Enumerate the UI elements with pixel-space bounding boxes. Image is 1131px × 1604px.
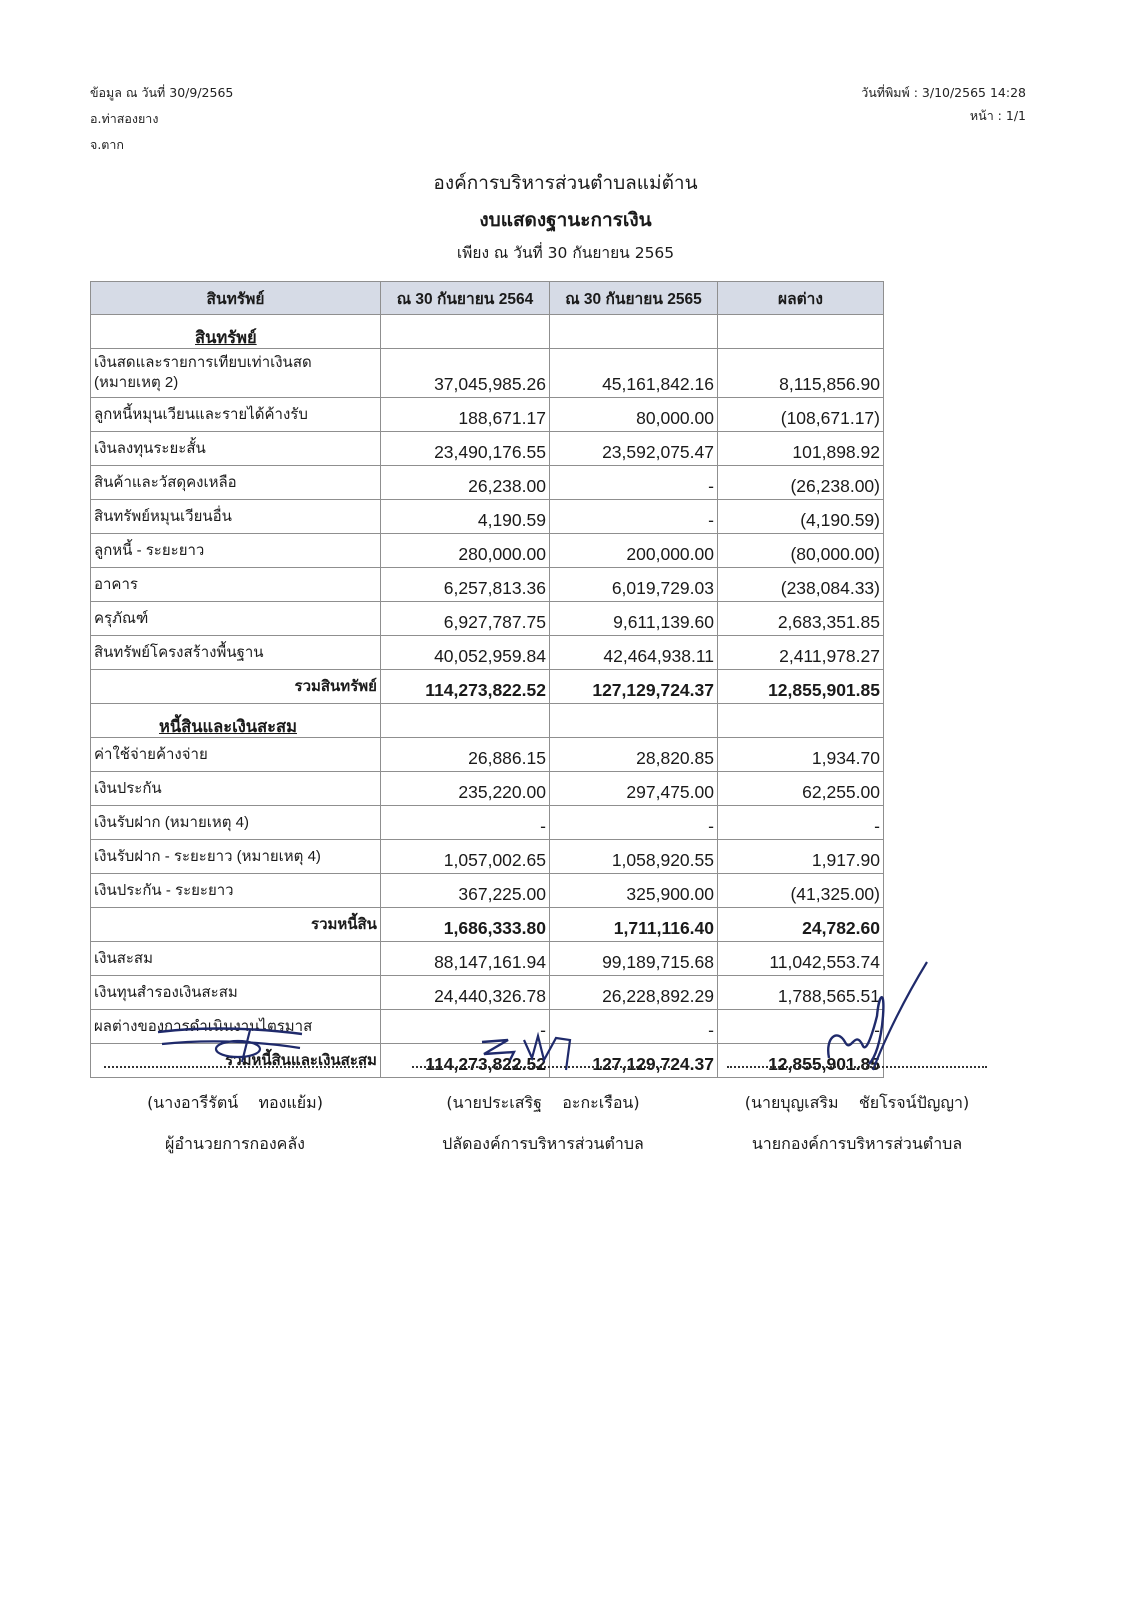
value-2564: - [380, 1010, 549, 1044]
value-diff: 1,788,565.51 [718, 976, 884, 1010]
row-label: สินทรัพย์หมุนเวียนอื่น [91, 500, 381, 534]
row-label: ลูกหนี้หมุนเวียนและรายได้ค้างรับ [91, 398, 381, 432]
row-label: เงินสะสม [91, 942, 381, 976]
total-2564: 114,273,822.52 [380, 670, 549, 704]
total-assets-row [91, 670, 884, 704]
value-diff: (26,238.00) [718, 466, 884, 500]
assets-heading: สินทรัพย์ [91, 315, 381, 349]
row-label: สินทรัพย์โครงสร้างพื้นฐาน [91, 636, 381, 670]
value-diff: (238,084.33) [718, 568, 884, 602]
as-of-date: เพียง ณ วันที่ 30 กันยายน 2565 [456, 244, 675, 262]
section-header-row [91, 315, 884, 349]
signature-line-1 [104, 1066, 366, 1068]
signer-name-2: (นายประเสริฐ อะกะเรือน) [446, 1093, 640, 1112]
table-row [91, 602, 884, 636]
value-2565: 23,592,075.47 [549, 432, 717, 466]
signature-mayor [815, 958, 945, 1073]
value-diff: 1,917.90 [718, 840, 884, 874]
value-diff: 8,115,856.90 [718, 349, 884, 398]
total-label: รวมหนี้สิน [91, 908, 381, 942]
table-row [91, 874, 884, 908]
value-diff: 2,411,978.27 [718, 636, 884, 670]
value-2564: 6,257,813.36 [380, 568, 549, 602]
column-header-2565: ณ 30 กันยายน 2565 [549, 282, 717, 315]
total-label: รวมสินทรัพย์ [91, 670, 381, 704]
value-diff: (4,190.59) [718, 500, 884, 534]
signature-line-3 [727, 1066, 987, 1068]
signer-position-1: ผู้อำนวยการกองคลัง [165, 1134, 305, 1153]
row-label: ลูกหนี้ - ระยะยาว [91, 534, 381, 568]
value-diff: (41,325.00) [718, 874, 884, 908]
table-row [91, 568, 884, 602]
row-label: สินค้าและวัสดุคงเหลือ [91, 466, 381, 500]
value-2564: 37,045,985.26 [380, 349, 549, 398]
value-2564: 1,057,002.65 [380, 840, 549, 874]
table-row [91, 738, 884, 772]
total-2564: 1,686,333.80 [380, 908, 549, 942]
table-row [91, 349, 884, 398]
value-diff: (80,000.00) [718, 534, 884, 568]
value-2564: 24,440,326.78 [380, 976, 549, 1010]
print-date: วันที่พิมพ์ : 3/10/2565 14:28 [861, 85, 1026, 100]
financial-position-table [90, 281, 884, 1078]
total-2565: 127,129,724.37 [549, 670, 717, 704]
value-2565: - [549, 466, 717, 500]
signer-name-1: (นางอารีรัตน์ ทองแย้ม) [147, 1093, 323, 1112]
statement-title: งบแสดงฐานะการเงิน [479, 209, 652, 231]
data-date: ข้อมูล ณ วันที่ 30/9/2565 [90, 85, 234, 100]
value-2564: 280,000.00 [380, 534, 549, 568]
row-label: ผลต่างของการดำเนินงานไตรมาส [91, 1010, 381, 1044]
province: จ.ตาก [90, 137, 125, 152]
row-label: เงินประกัน - ระยะยาว [91, 874, 381, 908]
column-header-item: สินทรัพย์ [91, 282, 381, 315]
value-2564: 367,225.00 [380, 874, 549, 908]
value-2564: 188,671.17 [380, 398, 549, 432]
value-2564: 23,490,176.55 [380, 432, 549, 466]
signature-finance-director [150, 1022, 310, 1068]
value-2565: 99,189,715.68 [549, 942, 717, 976]
value-2565: 200,000.00 [549, 534, 717, 568]
value-diff: (108,671.17) [718, 398, 884, 432]
value-2564: 6,927,787.75 [380, 602, 549, 636]
district: อ.ท่าสองยาง [90, 111, 159, 126]
value-2565: - [549, 1010, 717, 1044]
table-row [91, 840, 884, 874]
table-row [91, 500, 884, 534]
row-label: เงินประกัน [91, 772, 381, 806]
row-label: เงินลงทุนระยะสั้น [91, 432, 381, 466]
signer-name-3: (นายบุญเสริม ชัยโรจน์ปัญญา) [744, 1093, 970, 1112]
table-row [91, 942, 884, 976]
row-label: อาคาร [91, 568, 381, 602]
value-2565: - [549, 500, 717, 534]
value-2565: 1,058,920.55 [549, 840, 717, 874]
value-2565: 45,161,842.16 [549, 349, 717, 398]
table-row [91, 534, 884, 568]
page-number: หน้า : 1/1 [969, 108, 1026, 123]
row-label: เงินสดและรายการเทียบเท่าเงินสด (หมายเหตุ 2) [91, 349, 381, 398]
value-diff: 1,934.70 [718, 738, 884, 772]
value-2565: 297,475.00 [549, 772, 717, 806]
value-2564: - [380, 806, 549, 840]
signature-chief-administrator [478, 1030, 588, 1075]
total-liabilities-row [91, 908, 884, 942]
value-2564: 40,052,959.84 [380, 636, 549, 670]
total-diff: 12,855,901.85 [718, 670, 884, 704]
value-2565: 6,019,729.03 [549, 568, 717, 602]
table-row [91, 772, 884, 806]
section-header-row [91, 704, 884, 738]
row-label: เงินรับฝาก - ระยะยาว (หมายเหตุ 4) [91, 840, 381, 874]
total-diff: 12,855,901.85 [718, 1044, 884, 1078]
organization-title: องค์การบริหารส่วนตำบลแม่ต้าน [433, 172, 698, 194]
value-diff: 101,898.92 [718, 432, 884, 466]
value-2565: 26,228,892.29 [549, 976, 717, 1010]
table-row [91, 432, 884, 466]
value-diff: 11,042,553.74 [718, 942, 884, 976]
value-2564: 26,238.00 [380, 466, 549, 500]
total-2564: 114,273,822.52 [380, 1044, 549, 1078]
row-label: ครุภัณฑ์ [91, 602, 381, 636]
value-2564: 235,220.00 [380, 772, 549, 806]
value-2565: 325,900.00 [549, 874, 717, 908]
signer-position-2: ปลัดองค์การบริหารส่วนตำบล [442, 1134, 644, 1153]
value-diff: - [718, 1010, 884, 1044]
signature-line-2 [412, 1066, 674, 1068]
row-label: ค่าใช้จ่ายค้างจ่าย [91, 738, 381, 772]
value-2565: 80,000.00 [549, 398, 717, 432]
liabilities-heading: หนี้สินและเงินสะสม [91, 704, 381, 738]
value-diff: 62,255.00 [718, 772, 884, 806]
signer-position-3: นายกองค์การบริหารส่วนตำบล [751, 1134, 963, 1153]
value-diff: - [718, 806, 884, 840]
column-header-2564: ณ 30 กันยายน 2564 [380, 282, 549, 315]
value-2565: 28,820.85 [549, 738, 717, 772]
value-2565: - [549, 806, 717, 840]
total-2565: 1,711,116.40 [549, 908, 717, 942]
value-diff: 2,683,351.85 [718, 602, 884, 636]
table-row [91, 398, 884, 432]
total-diff: 24,782.60 [718, 908, 884, 942]
total-2565: 127,129,724.37 [549, 1044, 717, 1078]
row-label: เงินทุนสำรองเงินสะสม [91, 976, 381, 1010]
value-2565: 9,611,139.60 [549, 602, 717, 636]
total-label: รวมหนี้สินและเงินสะสม [91, 1044, 381, 1078]
value-2564: 4,190.59 [380, 500, 549, 534]
column-header-diff: ผลต่าง [718, 282, 884, 315]
table-row [91, 806, 884, 840]
table-row [91, 466, 884, 500]
row-label: เงินรับฝาก (หมายเหตุ 4) [91, 806, 381, 840]
table-row [91, 976, 884, 1010]
value-2564: 88,147,161.94 [380, 942, 549, 976]
table-header-row [91, 282, 884, 315]
table-row [91, 636, 884, 670]
value-2564: 26,886.15 [380, 738, 549, 772]
value-2565: 42,464,938.11 [549, 636, 717, 670]
